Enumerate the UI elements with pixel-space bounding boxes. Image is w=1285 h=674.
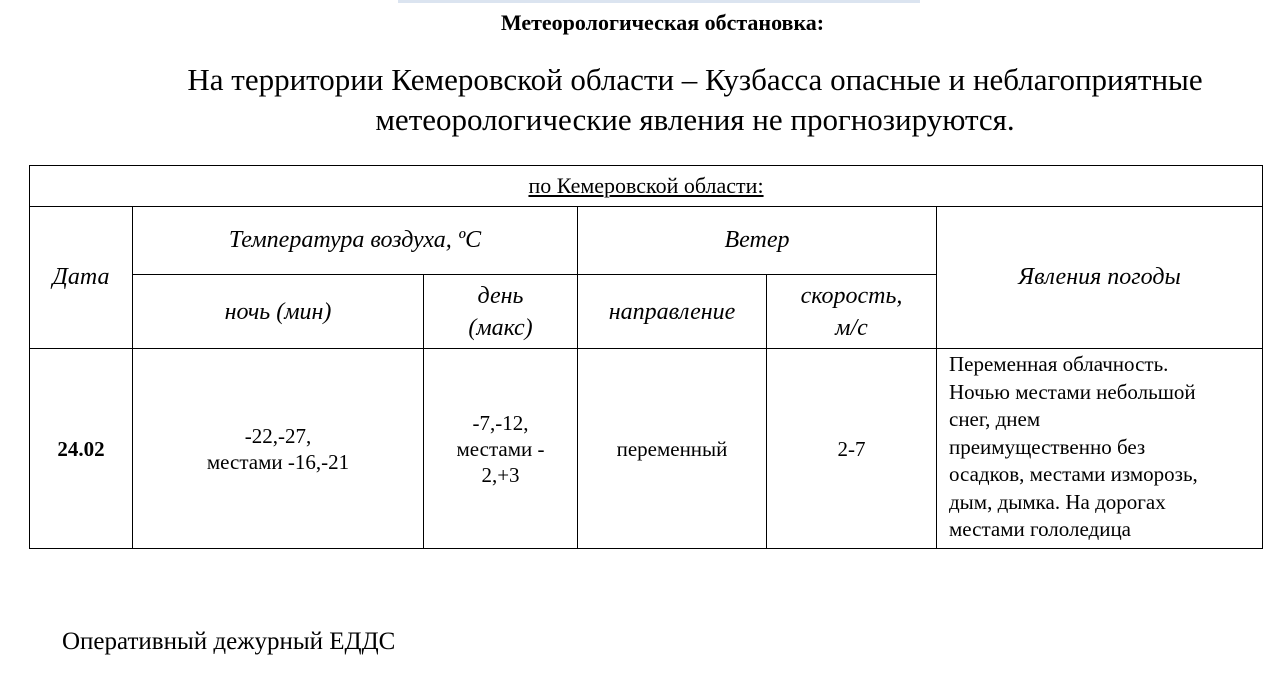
phenomena-header: Явления погоды <box>937 207 1263 349</box>
day-temp-line-3: 2,+3 <box>481 462 520 487</box>
phenomena-line-5: осадков, местами изморозь, <box>949 462 1198 487</box>
day-header-line-2: (макс) <box>468 314 533 341</box>
speed-header-line-2: м/с <box>835 314 868 341</box>
phenomena-line-4: преимущественно без <box>949 434 1146 459</box>
night-header: ночь (мин) <box>133 275 424 349</box>
duty-officer-label: Оперативный дежурный ЕДДС <box>62 628 396 655</box>
day-header-line-1: день <box>477 282 524 309</box>
wind-direction-cell: переменный <box>578 349 767 549</box>
page-title: Метеорологическая обстановка: <box>500 10 825 35</box>
night-temp-cell <box>133 349 424 549</box>
phenomena-line-3: снег, днем <box>949 407 1041 432</box>
date-header: Дата <box>30 207 133 349</box>
forecast-table <box>29 165 1263 549</box>
date-cell: 24.02 <box>30 349 133 549</box>
day-temp-line-1: -7,-12, <box>472 410 529 435</box>
night-temp-line-2: местами -16,-21 <box>206 449 350 474</box>
table-row <box>30 349 1263 549</box>
day-temp-line-2: местами - <box>456 436 545 461</box>
wind-header: Ветер <box>578 207 937 275</box>
hazard-notice <box>135 60 1255 140</box>
wind-speed-cell: 2-7 <box>767 349 937 549</box>
phenomena-line-1: Переменная облачность. <box>949 352 1169 377</box>
day-temp-cell <box>424 349 578 549</box>
top-edge-bar <box>398 0 920 3</box>
night-temp-line-1: -22,-27, <box>244 423 312 448</box>
phenomena-cell <box>937 349 1263 549</box>
phenomena-line-7: местами гололедица <box>949 517 1132 542</box>
region-row <box>30 166 1263 207</box>
notice-line-2: метеорологические явления не прогнозируются. <box>375 102 1015 137</box>
notice-line-1: На территории Кемеровской области – Кузбасса опасные и неблагоприятные <box>187 62 1203 97</box>
phenomena-line-6: дым, дымка. На дорогах <box>949 489 1166 514</box>
phenomena-line-2: Ночью местами небольшой <box>949 379 1196 404</box>
speed-header-line-1: скорость, <box>800 282 903 309</box>
temperature-header: Температура воздуха, ºС <box>133 207 578 275</box>
direction-header: направление <box>578 275 767 349</box>
header-row-1 <box>30 207 1263 275</box>
speed-header <box>767 275 937 349</box>
day-header <box>424 275 578 349</box>
region-title: по Кемеровской области: <box>30 166 1263 207</box>
